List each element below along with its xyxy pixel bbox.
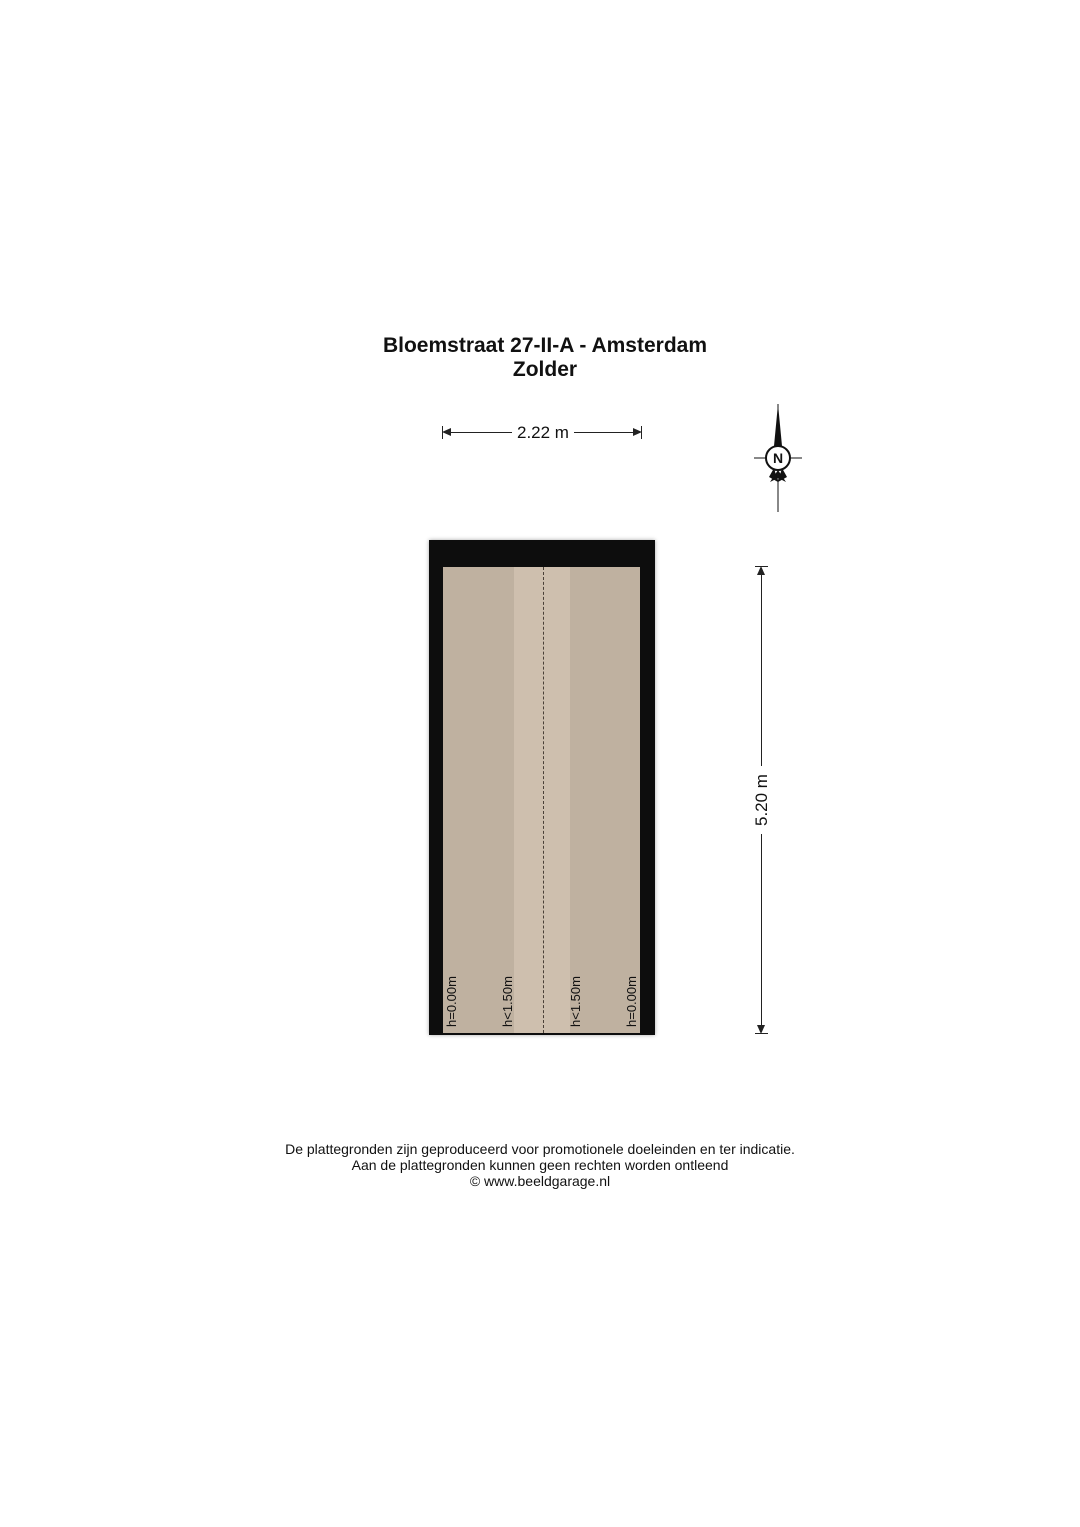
dimension-line: [444, 432, 512, 433]
dimension-line: [761, 568, 762, 766]
width-label: 2.22 m: [517, 423, 569, 442]
height-label: h<1.50m: [568, 976, 583, 1027]
north-arrow-icon: [752, 402, 804, 514]
height-label: h=0.00m: [444, 976, 459, 1027]
copyright-text: © www.beeldgarage.nl: [469, 1173, 611, 1189]
length-dimension: [752, 566, 772, 1034]
north-label: N: [772, 450, 784, 466]
roof-ridge-line: [543, 567, 544, 1033]
floor-plan: [429, 540, 655, 1035]
height-label: h=0.00m: [624, 976, 639, 1027]
dimension-tick: [641, 426, 642, 439]
height-label: h<1.50m: [500, 976, 515, 1027]
low-height-zone: [514, 567, 570, 1033]
length-label: 5.20 m: [752, 774, 771, 826]
plan-title: Bloemstraat 27-II-A - Amsterdam: [382, 334, 708, 357]
floor-name: Zolder: [512, 358, 578, 381]
disclaimer-line: Aan de plattegronden kunnen geen rechten worden ontleend: [351, 1157, 729, 1173]
dimension-line: [574, 432, 640, 433]
attic-room: [443, 567, 640, 1033]
dimension-line: [761, 834, 762, 1032]
disclaimer-line: De plattegronden zijn geproduceerd voor promotionele doeleinden en ter indicatie.: [285, 1141, 795, 1157]
dimension-tick: [755, 1033, 768, 1034]
width-dimension: [442, 423, 642, 443]
